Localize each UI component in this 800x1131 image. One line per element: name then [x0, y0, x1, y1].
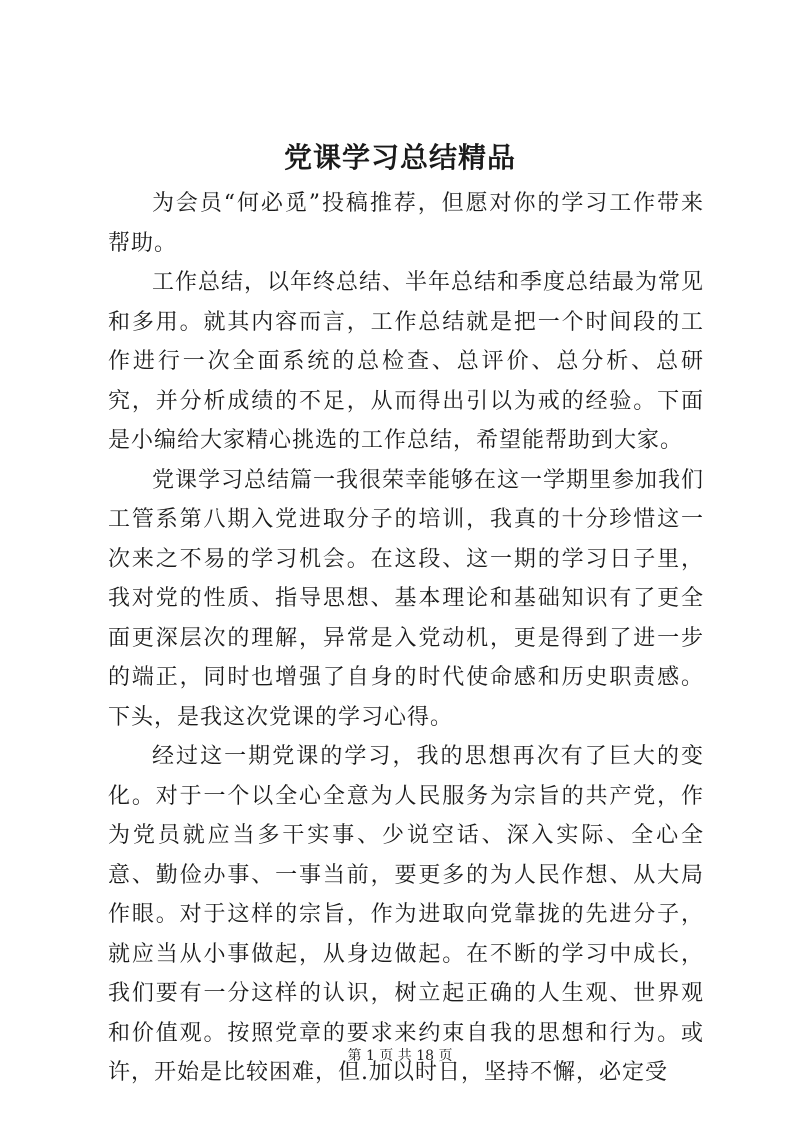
- page-number-footer: 第 1 页 共 18 页: [347, 1048, 453, 1064]
- document-body: [108, 184, 704, 1093]
- document-title: 党课学习总结精品: [283, 141, 516, 174]
- paragraph-summary-definition: 工作总结，以年终总结、半年总结和季度总结最为常见和多用。就其内容而言，工作总结就是把一个时间段的工作进行一次全面系统的总检查、总评价、总分析、总研究，并分析成绩的不足，从而得出引以为戒的经验。下面是小编给大家精心挑选的工作总结，希望能帮助到大家。: [108, 270, 705, 453]
- paragraph-learning-reflection: 经过这一期党课的学习，我的思想再次有了巨大的变化。对于一个以全心全意为人民服务为宗旨的共产党，作为党员就应当多干实事、少说空话、深入实际、全心全意、勤俭办事、一事当前，要更多的为人民作想、从大局作眼。对于这样的宗旨，作为进取向党靠拢的先进分子，就应当从小事做起，从身边做起。在不断的学习中成长，我们要有一分这样的认识，树立起正确的人生观、世界观和价值观。按照党章的要求来约束自我的思想和行为。或许，开始是比较困难，但.加以时日，坚持不懈，必定受: [108, 744, 704, 1085]
- paragraph-article-one: 党课学习总结篇一我很荣幸能够在这一学期里参加我们工管系第八期入党进取分子的培训，我真的十分珍惜这一次来之不易的学习机会。在这段、这一期的学习日子里，我对党的性质、指导思想、基本理论和基础知识有了更全面更深层次的理解，异常是入党动机，更是得到了进一步的端正，同时也增强了自身的时代使命感和历史职责感。下头，是我这次党课的学习心得。: [108, 467, 705, 730]
- paragraph-intro: 为会员“何必觅”投稿推荐，但愿对你的学习工作带来帮助。: [108, 191, 704, 256]
